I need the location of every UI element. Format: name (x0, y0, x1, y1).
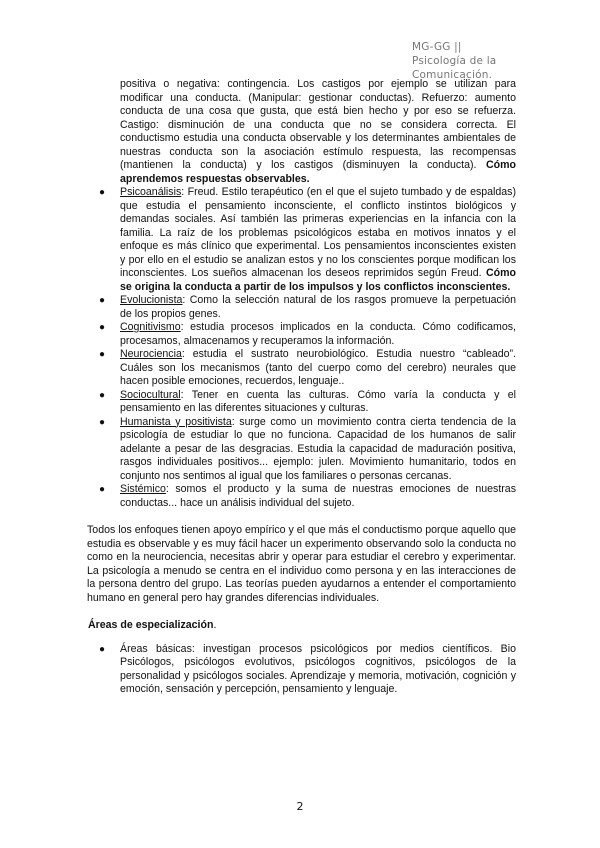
bullet-icon: ● (99, 322, 106, 333)
bullet-icon: ● (99, 389, 106, 401)
list-item (88, 348, 516, 389)
approach-bold: Cómo se origina la conducta a partir de los impulsos y los conflictos inconscientes. (120, 267, 516, 293)
approach-term: Sistémico (120, 483, 166, 495)
list-item (88, 294, 516, 321)
approaches-list (88, 186, 516, 510)
approach-term: Evolucionista (120, 294, 183, 306)
bullet-icon: ● (99, 484, 106, 495)
header-line-3: Comunicación. (412, 69, 493, 81)
list-item (88, 643, 516, 697)
header-line-2: Psicología de la (412, 55, 497, 67)
approach-text: : estudia el sustrato neurobiológico. Estudia nuestro “cableado”. Cuáles son los mecanismos (tanto del cuerpo como del cerebro) neurales que hacen posible emociones, recuerdos, lenguaje.. (120, 348, 516, 387)
area-text: Áreas básicas: investigan procesos psicológicos por medios científicos. Bio Psicólogos, psicólogos evolutivos, psicólogos cognitivos, psicólogos de la personalidad y psicólogos sociales. Aprendizaje y memoria, motivación, cognición y emoción, sensación y percepción, pensamiento y lenguaje. (120, 642, 516, 695)
list-item (88, 186, 516, 294)
bullet-icon: ● (99, 416, 106, 428)
list-item (88, 389, 516, 416)
approach-text: : Como la selección natural de los rasgos promueve la perpetuación de los propios genes. (120, 294, 516, 320)
approach-text: : Tener en cuenta las culturas. Cómo varía la conducta y el pensamiento en las diferentes situaciones y culturas. (120, 388, 516, 414)
section-period: . (213, 619, 217, 631)
approach-text: : estudia procesos implicados en la conducta. Cómo codificamos, procesamos, almacenamos y recuperamos la información. (120, 321, 516, 347)
intro-bold: Cómo aprendemos respuestas observables. (120, 159, 516, 185)
list-item (88, 321, 516, 348)
approach-text: : Freud. Estilo terapéutico (en el que el sujeto tumbado y de espaldas) que estudia el pensamiento inconsciente, el conflicto instintos biológicos y demandas sociales. Así también las primeras experiencias en la infancia con la familia. La raíz de los problemas psicológicos estaba en motivos innatos y el enfoque es más clínico que experimental. Los pensamientos inconscientes existen y por ello en el estudio se analizan estos y no los conscientes porque modifican los inconscientes. Los sueños almacenan los deseos reprimidos según Freud. (120, 186, 516, 279)
intro-paragraph (120, 78, 516, 186)
areas-list (88, 643, 516, 697)
list-item (88, 483, 516, 510)
approach-text: : somos el producto y la suma de nuestras emociones de nuestras conductas... hace un análisis individual del sujeto. (120, 483, 516, 509)
section-heading (88, 619, 516, 633)
approach-term: Sociocultural (120, 388, 181, 401)
approach-term: Humanista y positivista (120, 415, 232, 428)
approach-term: Cognitivismo (120, 321, 181, 333)
intro-text: positiva o negativa: contingencia. Los castigos por ejemplo se utilizan para modificar una conducta. (Manipular: gestionar conductas). Refuerzo: aumento conducta de una cosa que gusta, que está bien hecho y por eso se refuerza. Castigo: disminución de una conducta que no se considera correcta. El conductismo estudia una conducta observable y los determinantes ambientales de nuestras conducta son la asociación estímulo respuesta, las recompensas (mantienen la conducta) y los castigos (disminuyen la conducta). (120, 78, 516, 171)
bullet-icon: ● (99, 187, 106, 198)
page-content (88, 78, 516, 697)
approach-term: Neurociencia (120, 348, 182, 360)
bullet-icon: ● (99, 349, 106, 360)
bullet-icon: ● (99, 643, 106, 655)
page-number: 2 (296, 800, 304, 813)
bullet-icon: ● (99, 295, 106, 306)
approach-text: : surge como un movimiento contra cierta tendencia de la psicología de estudiar lo que no funciona. Capacidad de los humanos de salir adelante a pesar de las desgracias. Estudia la capacidad de maduración positiva, rasgos individuales positivos... ejemplo: julen. Movimiento humanitario, todos en conjunto nos sentimos al igual que los familiares o personas cercanas. (120, 415, 516, 482)
page-header (412, 40, 582, 82)
summary-paragraph: Todos los enfoques tienen apoyo empírico y el que más el conductismo porque aquello que estudia es observable y es muy fácil hacer un experimento observando solo la conducta no como en la neurociencia, necesitas abrir y operar para estudiar el cerebro y experimentar. La psicología a menudo se centra en el individuo como persona y en las interacciones de la persona dentro del grupo. Las teorías pueden ayudarnos a entender el comportamiento humano en general pero hay grandes diferencias individuales. (87, 524, 516, 604)
header-line-1: MG-GG || (412, 41, 462, 53)
approach-term: Psicoanálisis (120, 186, 182, 198)
list-item (88, 416, 516, 484)
section-title: Áreas de especialización (88, 619, 214, 631)
